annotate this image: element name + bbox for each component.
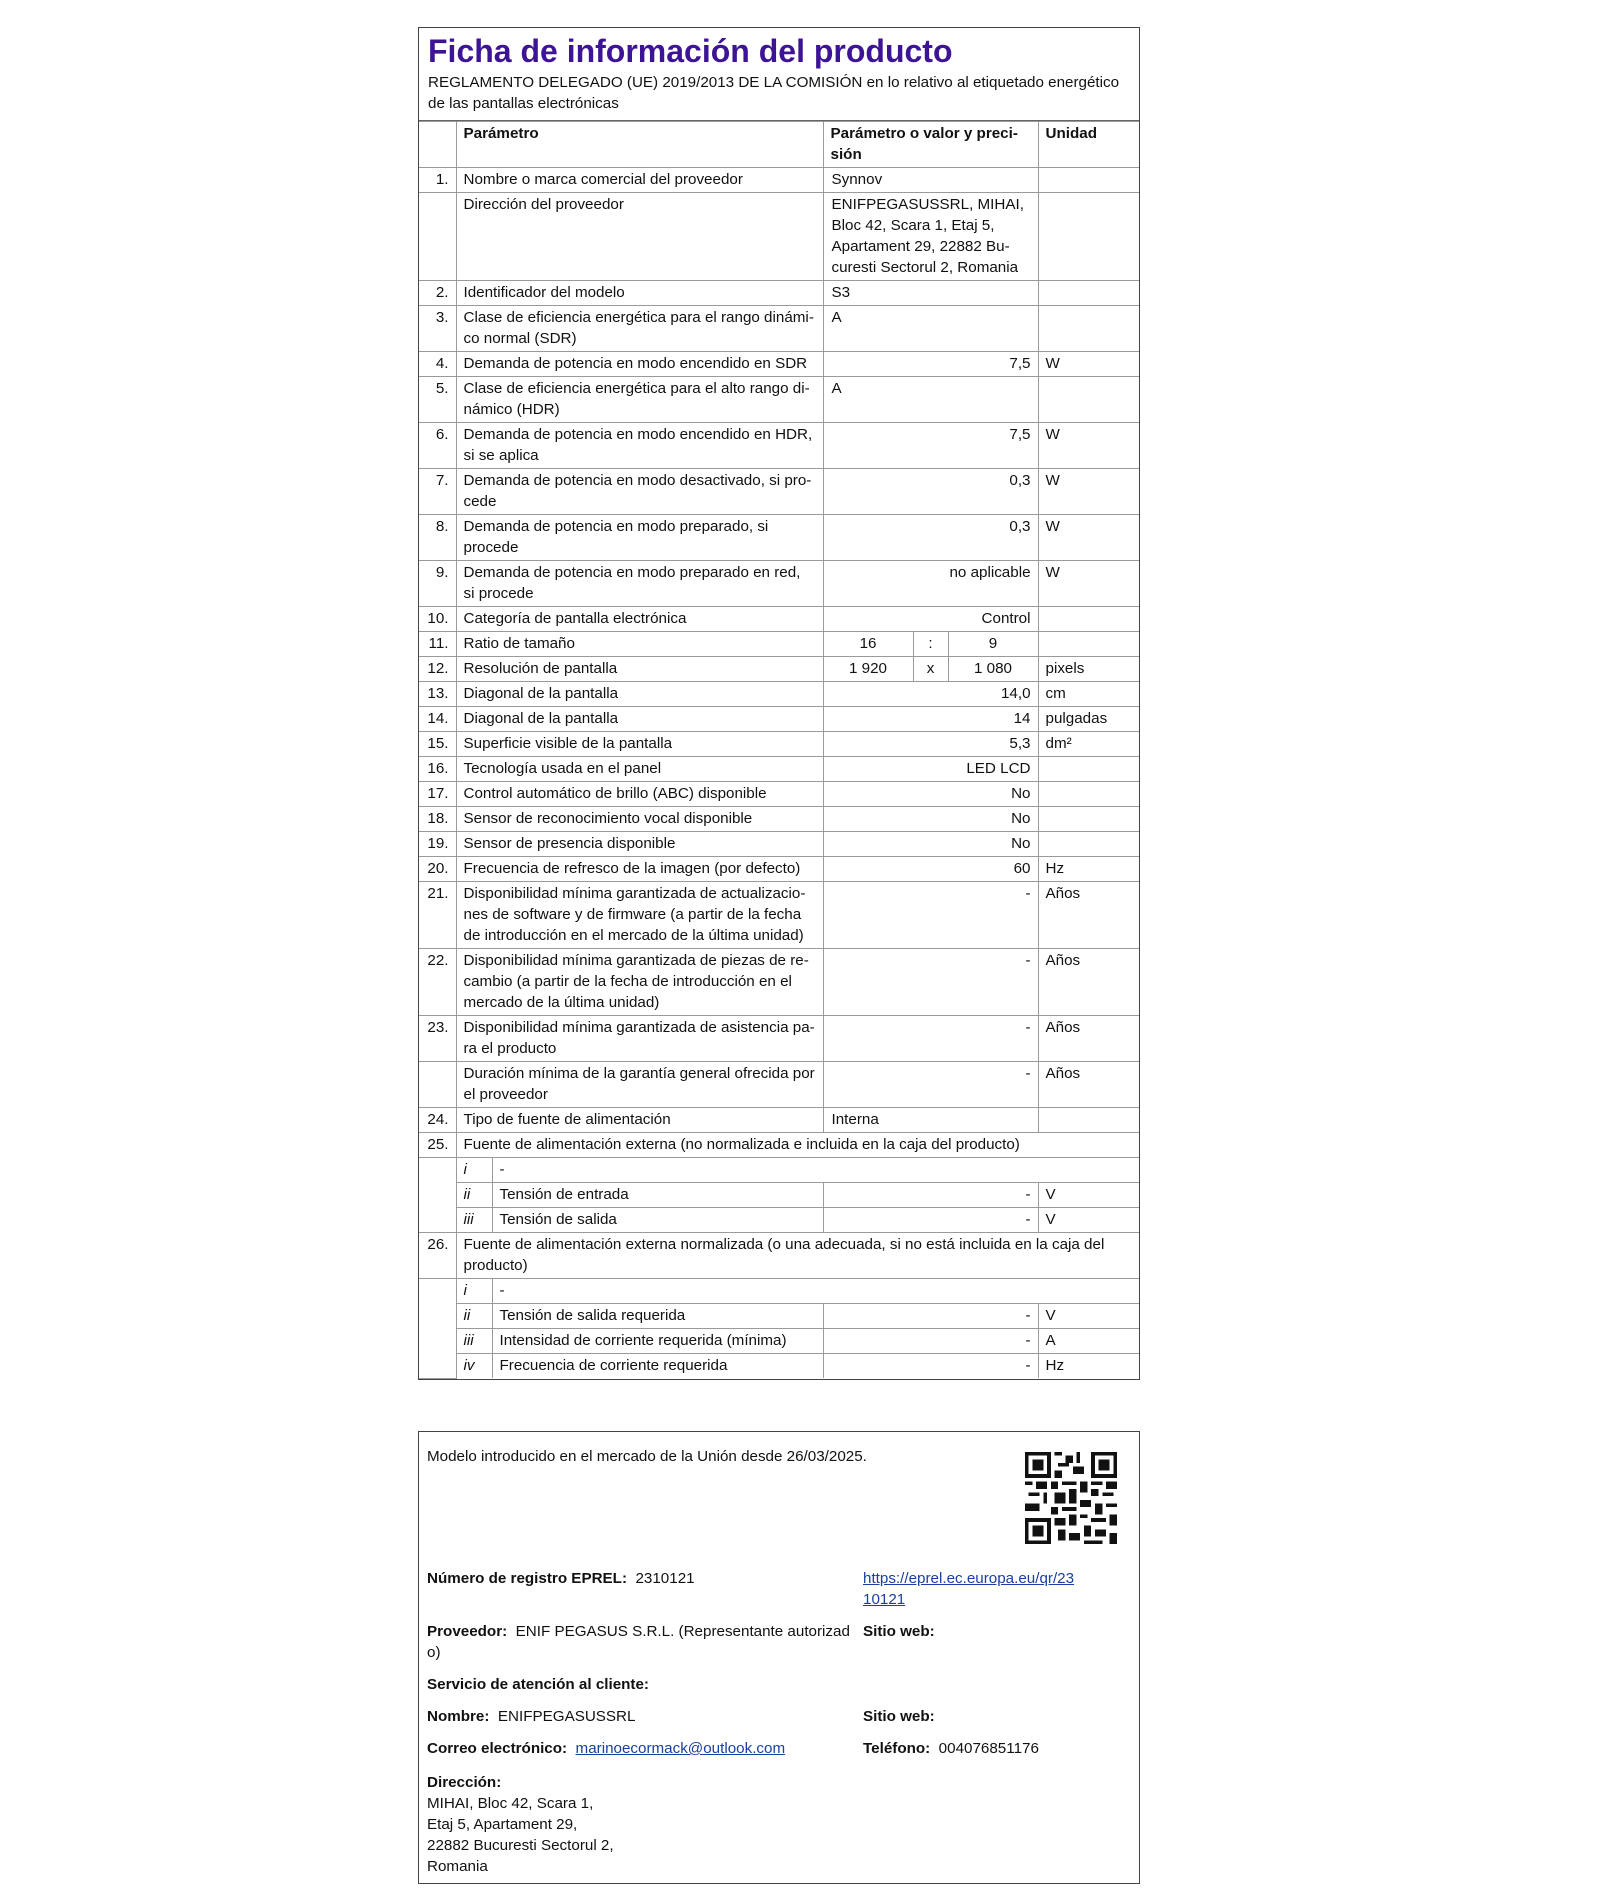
row-value: A — [823, 377, 1038, 423]
service-website-label: Sitio web: — [863, 1708, 935, 1725]
table-row — [419, 882, 1139, 949]
row-value: 60 — [823, 857, 1038, 882]
subrow-index: iii — [456, 1208, 492, 1233]
table-row — [419, 632, 1139, 657]
resolution-height: 1 080 — [948, 657, 1038, 682]
table-row — [419, 857, 1139, 882]
row-number: 1. — [419, 168, 456, 193]
parameter-table — [419, 121, 1139, 1379]
row-number: 7. — [419, 469, 456, 515]
row-parameter: Frecuencia de refresco de la imagen (por defecto) — [456, 857, 823, 882]
row-number: 25. — [419, 1133, 456, 1158]
table-row — [419, 757, 1139, 782]
row-number — [419, 1158, 456, 1233]
row-parameter: Demanda de potencia en modo preparado en red, si procede — [456, 561, 823, 607]
eprel-label: Número de registro EPREL: — [427, 1570, 628, 1587]
email-label: Correo electrónico: — [427, 1740, 568, 1757]
subrow-value: - — [823, 1304, 1038, 1329]
ratio-width: 16 — [823, 632, 913, 657]
row-unit: Años — [1038, 1016, 1139, 1062]
row-parameter: Fuente de alimentación externa normalizada (o una adecuada, si no está incluida en la caja del producto) — [456, 1233, 1139, 1279]
supplier-value-line-2: o) — [427, 1644, 441, 1661]
service-name — [427, 1706, 635, 1727]
table-row — [419, 515, 1139, 561]
table-row — [419, 782, 1139, 807]
row-number: 14. — [419, 707, 456, 732]
ratio-separator: : — [913, 632, 948, 657]
row-parameter: Nombre o marca comercial del proveedor — [456, 168, 823, 193]
row-value: A — [823, 306, 1038, 352]
table-subrow — [419, 1158, 1139, 1183]
row-unit — [1038, 782, 1139, 807]
eprel-number: 2310121 — [635, 1570, 695, 1587]
table-row — [419, 561, 1139, 607]
name-value: ENIFPEGASUSSRL — [497, 1708, 636, 1725]
subrow-parameter: - — [492, 1158, 1139, 1183]
row-unit: W — [1038, 561, 1139, 607]
table-row — [419, 807, 1139, 832]
row-unit — [1038, 377, 1139, 423]
row-number: 20. — [419, 857, 456, 882]
subrow-unit: A — [1038, 1329, 1139, 1354]
row-value: LED LCD — [823, 757, 1038, 782]
row-value: - — [823, 882, 1038, 949]
subrow-index: iii — [456, 1329, 492, 1354]
row-value: 5,3 — [823, 732, 1038, 757]
row-unit — [1038, 193, 1139, 281]
resolution-width: 1 920 — [823, 657, 913, 682]
header-number — [419, 122, 456, 168]
row-parameter: Clase de eficiencia energética para el alto rango dinámico (HDR) — [456, 377, 823, 423]
table-row — [419, 168, 1139, 193]
row-number: 10. — [419, 607, 456, 632]
email-link[interactable]: marinoecormack@outlook.com — [575, 1740, 786, 1757]
page-title: Ficha de información del producto — [428, 33, 953, 69]
subrow-value: - — [823, 1183, 1038, 1208]
subrow-index: ii — [456, 1304, 492, 1329]
table-row — [419, 682, 1139, 707]
eprel-registration — [427, 1568, 695, 1589]
address-line: Etaj 5, Apartament 29, — [427, 1816, 578, 1833]
row-number: 15. — [419, 732, 456, 757]
service-phone — [863, 1738, 1039, 1759]
row-parameter: Tecnología usada en el panel — [456, 757, 823, 782]
market-intro-text: Modelo introducido en el mercado de la Unión desde 26/03/2025. — [427, 1448, 867, 1465]
row-unit: pulgadas — [1038, 707, 1139, 732]
row-value: - — [823, 1062, 1038, 1108]
row-number: 16. — [419, 757, 456, 782]
header-parameter: Parámetro — [456, 122, 823, 168]
table-row — [419, 1062, 1139, 1108]
row-parameter: Categoría de pantalla electrónica — [456, 607, 823, 632]
row-unit: pixels — [1038, 657, 1139, 682]
row-number: 8. — [419, 515, 456, 561]
header-value: Parámetro o valor y precisión — [823, 122, 1038, 168]
row-unit — [1038, 306, 1139, 352]
row-unit — [1038, 1108, 1139, 1133]
product-information-sheet — [418, 27, 1140, 1380]
subrow-unit: Hz — [1038, 1354, 1139, 1379]
subrow-parameter: Tensión de salida requerida — [492, 1304, 823, 1329]
row-unit: Años — [1038, 949, 1139, 1016]
row-parameter: Demanda de potencia en modo encendido en SDR — [456, 352, 823, 377]
row-parameter: Disponibilidad mínima garantizada de actualizaciones de software y de firmware (a partir de la fecha de introducción en el mercado de la última unidad) — [456, 882, 823, 949]
row-number: 13. — [419, 682, 456, 707]
table-row — [419, 1233, 1139, 1279]
name-label: Nombre: — [427, 1708, 490, 1725]
row-number: 21. — [419, 882, 456, 949]
row-parameter: Diagonal de la pantalla — [456, 707, 823, 732]
table-row — [419, 306, 1139, 352]
subrow-index: iv — [456, 1354, 492, 1379]
table-row — [419, 281, 1139, 306]
row-parameter: Duración mínima de la garantía general ofrecida por el proveedor — [456, 1062, 823, 1108]
row-value: - — [823, 949, 1038, 1016]
row-parameter: Control automático de brillo (ABC) disponible — [456, 782, 823, 807]
row-number: 19. — [419, 832, 456, 857]
supplier — [427, 1621, 857, 1663]
table-row — [419, 1108, 1139, 1133]
address-line: 22882 Bucuresti Sectorul 2, — [427, 1837, 614, 1854]
row-unit — [1038, 168, 1139, 193]
row-value: ENIFPEGASUSSRL, MIHAI, Bloc 42, Scara 1, Etaj 5, Apartament 29, 22882 Bucuresti Sectorul 2, Romania — [823, 193, 1038, 281]
subrow-parameter: Frecuencia de corriente requerida — [492, 1354, 823, 1379]
row-unit: dm² — [1038, 732, 1139, 757]
row-value: 0,3 — [823, 515, 1038, 561]
customer-service-heading: Servicio de atención al cliente: — [427, 1676, 649, 1693]
eprel-link-line-2[interactable]: 10121 — [863, 1591, 906, 1608]
subrow-index: ii — [456, 1183, 492, 1208]
row-parameter: Fuente de alimentación externa (no normalizada e incluida en la caja del producto) — [456, 1133, 1139, 1158]
row-unit: W — [1038, 352, 1139, 377]
row-parameter: Superficie visible de la pantalla — [456, 732, 823, 757]
table-row — [419, 607, 1139, 632]
row-unit: W — [1038, 515, 1139, 561]
supplier-info-panel — [418, 1431, 1140, 1884]
row-number — [419, 193, 456, 281]
row-parameter: Sensor de reconocimiento vocal disponible — [456, 807, 823, 832]
row-value: Interna — [823, 1108, 1038, 1133]
row-unit: Años — [1038, 1062, 1139, 1108]
service-address — [427, 1772, 614, 1877]
row-parameter: Demanda de potencia en modo desactivado, si procede — [456, 469, 823, 515]
address-label: Dirección: — [427, 1774, 502, 1791]
table-row — [419, 193, 1139, 281]
table-row — [419, 1133, 1139, 1158]
row-unit — [1038, 632, 1139, 657]
row-unit — [1038, 807, 1139, 832]
header-unit: Unidad — [1038, 122, 1139, 168]
row-unit: Años — [1038, 882, 1139, 949]
row-number: 18. — [419, 807, 456, 832]
subrow-parameter: Tensión de entrada — [492, 1183, 823, 1208]
regulation-subtitle: REGLAMENTO DELEGADO (UE) 2019/2013 DE LA COMISIÓN en lo relativo al etiquetado energético de las pantallas electrónicas — [428, 74, 1120, 112]
subrow-parameter: Intensidad de corriente requerida (mínima) — [492, 1329, 823, 1354]
row-parameter: Disponibilidad mínima garantizada de asistencia para el producto — [456, 1016, 823, 1062]
subrow-index: i — [456, 1279, 492, 1304]
table-row — [419, 657, 1139, 682]
row-value: S3 — [823, 281, 1038, 306]
row-parameter: Diagonal de la pantalla — [456, 682, 823, 707]
row-value: 7,5 — [823, 423, 1038, 469]
table-subrow — [419, 1279, 1139, 1304]
phone-label: Teléfono: — [863, 1740, 931, 1757]
row-number: 22. — [419, 949, 456, 1016]
supplier-website-label: Sitio web: — [863, 1623, 935, 1640]
table-row — [419, 352, 1139, 377]
address-line: Romania — [427, 1858, 488, 1875]
subrow-value: - — [823, 1208, 1038, 1233]
row-number: 9. — [419, 561, 456, 607]
row-parameter: Demanda de potencia en modo preparado, si procede — [456, 515, 823, 561]
row-unit — [1038, 607, 1139, 632]
row-number — [419, 1279, 456, 1379]
subrow-value: - — [823, 1329, 1038, 1354]
row-parameter: Identificador del modelo — [456, 281, 823, 306]
row-value: No — [823, 782, 1038, 807]
table-row — [419, 377, 1139, 423]
row-parameter: Disponibilidad mínima garantizada de piezas de recambio (a partir de la fecha de introducción en el mercado de la última unidad) — [456, 949, 823, 1016]
row-number: 11. — [419, 632, 456, 657]
row-value: 14 — [823, 707, 1038, 732]
row-number: 5. — [419, 377, 456, 423]
row-unit: W — [1038, 423, 1139, 469]
table-row — [419, 1016, 1139, 1062]
row-parameter: Clase de eficiencia energética para el rango dinámico normal (SDR) — [456, 306, 823, 352]
row-unit: cm — [1038, 682, 1139, 707]
service-email — [427, 1738, 785, 1759]
row-unit — [1038, 281, 1139, 306]
row-number: 23. — [419, 1016, 456, 1062]
address-line: MIHAI, Bloc 42, Scara 1, — [427, 1795, 594, 1812]
row-number: 12. — [419, 657, 456, 682]
row-parameter: Dirección del proveedor — [456, 193, 823, 281]
row-number: 4. — [419, 352, 456, 377]
row-value: Synnov — [823, 168, 1038, 193]
sheet-header — [419, 28, 1139, 121]
subrow-unit: V — [1038, 1208, 1139, 1233]
subrow-parameter: - — [492, 1279, 1139, 1304]
row-number: 26. — [419, 1233, 456, 1279]
row-unit: W — [1038, 469, 1139, 515]
resolution-separator: x — [913, 657, 948, 682]
row-unit — [1038, 757, 1139, 782]
table-row — [419, 732, 1139, 757]
subrow-index: i — [456, 1158, 492, 1183]
table-subrow — [419, 1304, 1139, 1329]
qr-code-icon[interactable] — [1025, 1452, 1117, 1544]
table-row — [419, 832, 1139, 857]
table-row — [419, 423, 1139, 469]
row-value: 14,0 — [823, 682, 1038, 707]
table-row — [419, 949, 1139, 1016]
row-number: 2. — [419, 281, 456, 306]
subrow-unit: V — [1038, 1304, 1139, 1329]
row-parameter: Resolución de pantalla — [456, 657, 823, 682]
row-parameter: Ratio de tamaño — [456, 632, 823, 657]
row-value: Control — [823, 607, 1038, 632]
table-row — [419, 707, 1139, 732]
table-subrow — [419, 1329, 1139, 1354]
subrow-unit: V — [1038, 1183, 1139, 1208]
table-subrow — [419, 1354, 1139, 1379]
row-parameter: Sensor de presencia disponible — [456, 832, 823, 857]
row-number: 3. — [419, 306, 456, 352]
row-value: No — [823, 832, 1038, 857]
subrow-parameter: Tensión de salida — [492, 1208, 823, 1233]
supplier-value-line-1: ENIF PEGASUS S.R.L. (Representante autorizad — [515, 1623, 850, 1640]
row-value: 0,3 — [823, 469, 1038, 515]
subrow-value: - — [823, 1354, 1038, 1379]
row-parameter: Demanda de potencia en modo encendido en HDR, si se aplica — [456, 423, 823, 469]
row-parameter: Tipo de fuente de alimentación — [456, 1108, 823, 1133]
eprel-link[interactable] — [863, 1568, 1074, 1610]
row-number: 17. — [419, 782, 456, 807]
table-subrow — [419, 1208, 1139, 1233]
row-unit: Hz — [1038, 857, 1139, 882]
table-header-row — [419, 122, 1139, 168]
table-subrow — [419, 1183, 1139, 1208]
row-value: No — [823, 807, 1038, 832]
row-number: 6. — [419, 423, 456, 469]
ratio-height: 9 — [948, 632, 1038, 657]
row-value: - — [823, 1016, 1038, 1062]
row-value: no aplicable — [823, 561, 1038, 607]
eprel-link-line-1[interactable]: https://eprel.ec.europa.eu/qr/23 — [863, 1570, 1075, 1587]
row-unit — [1038, 832, 1139, 857]
row-number: 24. — [419, 1108, 456, 1133]
supplier-label: Proveedor: — [427, 1623, 508, 1640]
row-number — [419, 1062, 456, 1108]
phone-value: 004076851176 — [938, 1740, 1039, 1757]
table-row — [419, 469, 1139, 515]
row-value: 7,5 — [823, 352, 1038, 377]
